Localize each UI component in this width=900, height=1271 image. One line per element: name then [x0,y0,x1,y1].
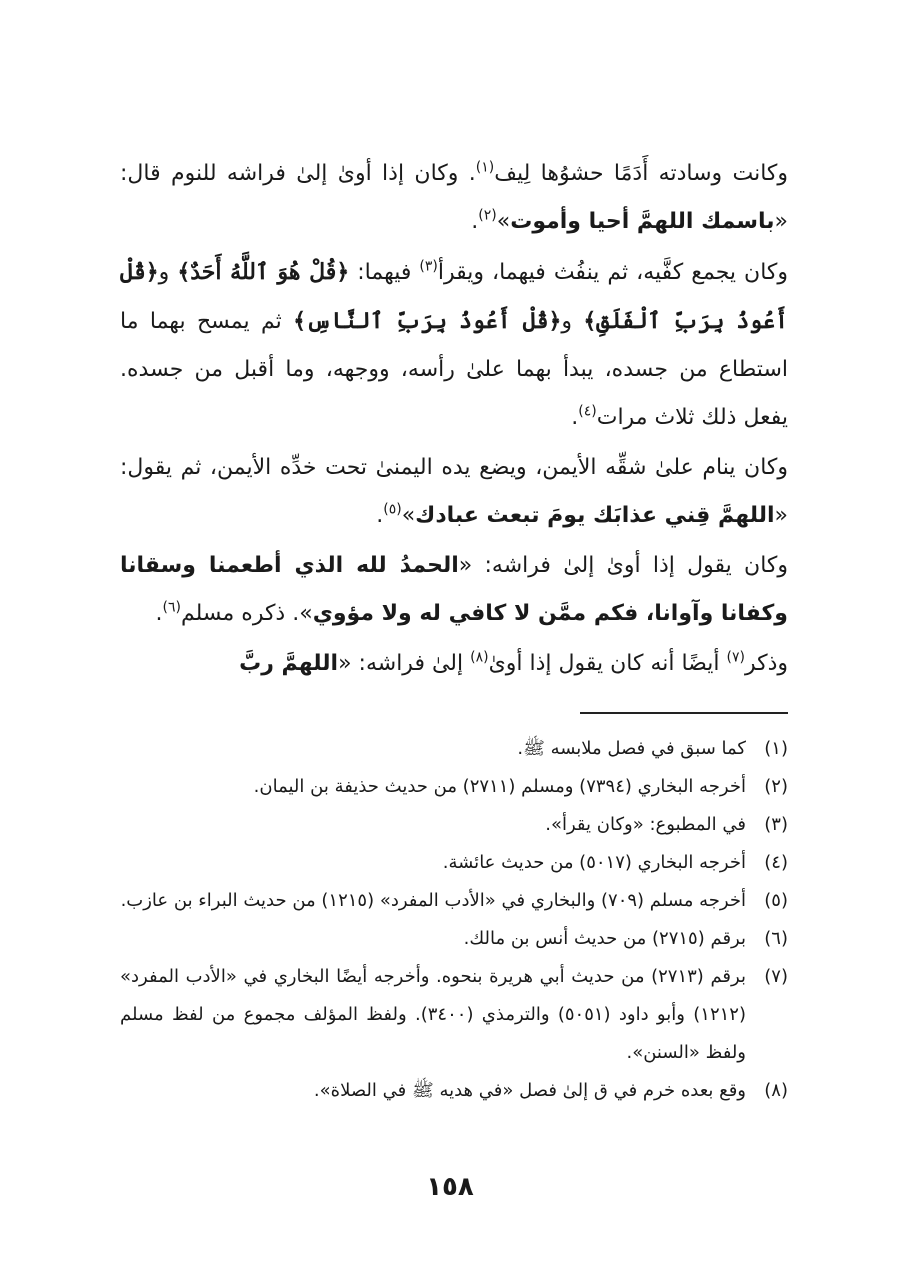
footnote-3 [120,806,788,844]
text-run: فيهما: [349,260,420,285]
footnote-number: (٧) [764,966,788,987]
text-run: وكان يجمع كفَّيه، ثم ينفُث فيهما، ويقرأ [437,260,788,285]
footnote-separator [580,712,788,714]
text-run: و [158,260,178,285]
footnote-8 [120,1072,788,1110]
text-run: وكان ينام علىٰ شقِّه الأيمن، ويضع يده اليمنىٰ تحت خدِّه الأيمن، ثم يقول: « [120,455,788,528]
text-run: وكان يقول إذا أوىٰ إلىٰ فراشه: « [458,553,789,578]
text-run: » [401,503,416,528]
footnote-ref-3: (٣) [419,258,438,275]
text-run: . [571,405,579,430]
text-run: . [376,503,384,528]
quran-verse-falaq: ﴿قُلْ أَعُوذُ بِرَبِّ ٱلْفَلَقِ﴾ [120,259,788,334]
footnote-text: أخرجه مسلم (٧٠٩) والبخاري في «الأدب المفرد» (١٢١٥) من حديث البراء بن عازب. [120,890,746,911]
footnote-6 [120,920,788,958]
quran-verse-ikhlas: ﴿قُلْ هُوَ ٱللَّهُ أَحَدٌ﴾ [177,259,350,285]
text-run: . وكان إذا أوىٰ إلىٰ فراشه للنوم قال: « [120,161,788,234]
footnotes [120,730,788,1110]
footnote-4 [120,844,788,882]
footnote-number: (٢) [764,776,788,797]
footnote-ref-6: (٦) [162,599,181,616]
footnote-number: (٦) [764,928,788,949]
footnote-text: أخرجه البخاري (٥٠١٧) من حديث عائشة. [442,852,746,873]
paragraph-1 [120,150,788,246]
footnote-text: أخرجه البخاري (٧٣٩٤) ومسلم (٢٧١١) من حديث حذيفة بن اليمان. [253,776,746,797]
footnote-number: (٥) [764,890,788,911]
footnote-text: وقع بعده خرم في ق إلىٰ فصل «في هديه ﷺ في الصلاة». [313,1080,746,1101]
footnote-5 [120,882,788,920]
footnote-text: كما سبق في فصل ملابسه ﷺ. [517,738,746,759]
text-run: و [561,309,584,334]
text-run: » [496,209,511,234]
paragraph-2 [120,248,788,442]
footnote-ref-8: (٨) [470,649,489,666]
page-number: ١٥٨ [426,1172,474,1202]
text-run: . [155,601,163,626]
footnote-1 [120,730,788,768]
hadith-quote: اللهمَّ ربَّ [239,651,339,676]
footnote-number: (٨) [764,1080,788,1101]
footnote-text: برقم (٢٧١٥) من حديث أنس بن مالك. [463,928,746,949]
footnote-ref-4: (٤) [578,403,597,420]
hadith-quote: باسمك اللهمَّ أحيا وأموت [510,209,775,234]
hadith-quote: الحمدُ لله الذي أطعمنا وسقانا وكفانا وآوانا، فكم ممَّن لا كافي له ولا مؤوي [120,553,788,626]
text-run: أيضًا أنه كان يقول إذا أوىٰ [488,651,727,676]
text-run: وكانت وسادته أَدَمًا حشوُها لِيف [494,161,788,186]
paragraph-5 [120,640,788,688]
footnote-text: في المطبوع: «وكان يقرأ». [545,814,746,835]
footnote-ref-5: (٥) [383,501,402,518]
hadith-quote: اللهمَّ قِني عذابَك يومَ تبعث عبادك [415,503,775,528]
text-run: وذكر [744,651,788,676]
text-run: . [471,209,479,234]
footnote-number: (٤) [764,852,788,873]
footnote-2 [120,768,788,806]
footnote-7 [120,958,788,1072]
text-run: ». ذكره مسلم [180,601,313,626]
footnote-number: (١) [764,738,788,759]
footnote-number: (٣) [764,814,788,835]
footnote-ref-2: (٢) [478,207,497,224]
text-run: ثم يمسح بهما ما استطاع من جسده، يبدأ بهما علىٰ رأسه، ووجهه، وما أقبل من جسده. يفعل ذلك ثلاث مرات [120,309,788,430]
main-text [120,150,788,690]
footnote-ref-1: (١) [475,159,495,176]
footnote-ref-7: (٧) [726,649,745,666]
paragraph-4 [120,542,788,638]
paragraph-3 [120,444,788,540]
quran-verse-nas: ﴿قُلْ أَعُوذُ بِرَبِّ ٱلنَّاسِ﴾ [293,308,562,334]
footnote-text: برقم (٢٧١٣) من حديث أبي هريرة بنحوه. وأخرجه أيضًا البخاري في «الأدب المفرد» (١٢١٢) وأبو داود (٥٠٥١) والترمذي (٣٤٠٠). ولفظ المؤلف مجموع من لفظ مسلم ولفظ «السنن». [120,966,746,1063]
text-run: إلىٰ فراشه: « [338,651,471,676]
